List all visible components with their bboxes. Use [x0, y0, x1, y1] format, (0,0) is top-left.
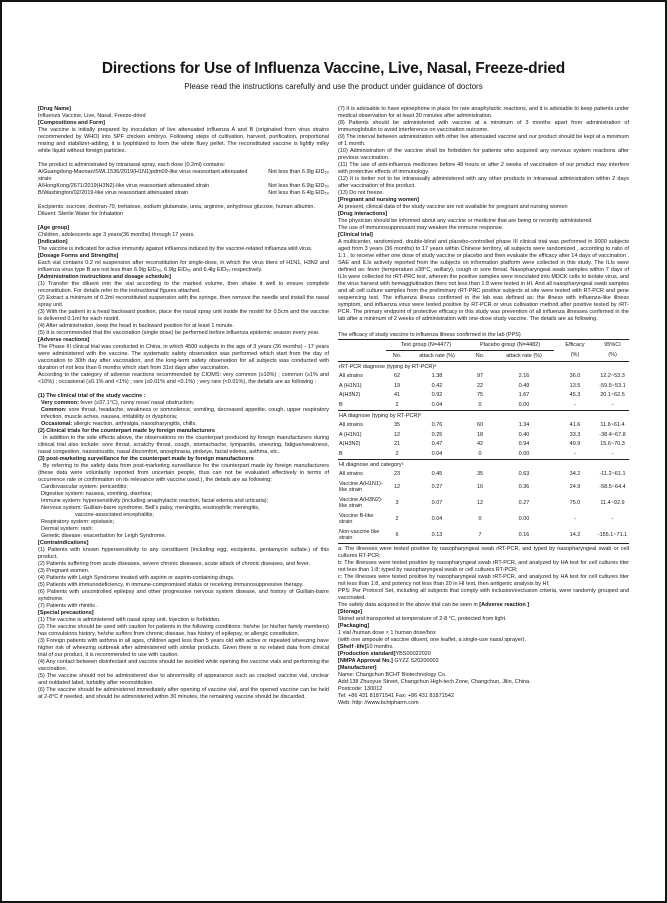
left-p-46: (1) Patients with known hypersensitivity to any constituent (including egg, excipients, gentamycin sulfate.) of this product. [38, 547, 329, 560]
cell: 18 [476, 431, 484, 438]
left-p-52: (7) Patients with rhinitis . [38, 603, 98, 609]
cell: 42 [476, 441, 484, 447]
row-label: Non-vaccine like strain [338, 527, 386, 544]
cell: 75.0 [569, 499, 581, 506]
left-p-1: Influenza Vaccine, Live, Nasal, Freeze-dried [38, 113, 146, 119]
efficacy-table [338, 339, 629, 544]
dose-row [38, 190, 329, 197]
cell: 19 [393, 382, 401, 389]
cell: 14.2 [554, 527, 596, 544]
left-p-56: (3) Foreign patients with asthma in all ages, children aged less than 5 years old with active or repeated wheezing have higher risk of wheezing outbreak after administered with similar products. Given there is no related data from clinical trial of our product, it is recommended to use with caution. [38, 638, 329, 658]
cell: 0.16 [494, 527, 554, 544]
right-p-11: The use of immunosuppressant may weaken the immune response. [338, 225, 504, 231]
sub-header: (%) [554, 351, 596, 362]
table-row [338, 470, 629, 480]
left-p-14: Children, adolescents age 3 years(36 months) through 17 years. [38, 232, 195, 238]
manufacturer-name: Name: Changchun BCHT Biotechnology Co. [338, 672, 447, 678]
right-end-p-0: The safety data acquired in the above trial can be seen in [Adverse reaction ] [338, 602, 530, 608]
cell: 0.94 [518, 441, 530, 447]
shelf-life-line: [Shelf -life]10 months. [338, 644, 394, 650]
bold-lead: Occasional: [41, 421, 73, 427]
heading-post-marketing: (3) post-marketing surveillance for the counterpart made by foreign manufacturers [38, 456, 254, 462]
cell: 12 [393, 483, 401, 490]
right-p-1: (8) Patients should be administered with vaccine at a minimum of 3 months apart from administration of immunoglobulin to avoid interference on vaccination outcome. [338, 120, 629, 133]
right-spacer-14 [338, 323, 629, 330]
table-row [338, 440, 629, 450]
row-label: All strains [339, 373, 363, 379]
cell: 0.00 [494, 449, 554, 459]
cell: 0.47 [431, 441, 443, 447]
group-header: Efficacy [554, 340, 596, 351]
strain-name: A/Guangdong-Maonan/SWL1536/2019(H1N1)pdm09-like virus reassortant attenuated strain [38, 169, 248, 182]
cell: 0.49 [518, 382, 530, 389]
cell: 21 [393, 441, 401, 447]
cell: - [596, 449, 629, 459]
row-label: A (H1N1) [339, 382, 362, 389]
left-p-50: (5) Patients with immunodeficiency, in immune-compromised status or receiving immunosuppressive therapy. [38, 582, 304, 588]
nmpa-approval-line: [NMPA Approval No.] GYZZ S20200002 [338, 658, 439, 664]
strain-titer: Not less than 6.9lg EID₅₀ [268, 169, 329, 175]
row-label: B [338, 449, 386, 459]
cell: 34.2 [569, 471, 581, 477]
row-label: All strains [339, 422, 363, 428]
row-label: All strains [339, 471, 363, 477]
cell: 13.5 [569, 382, 581, 389]
left-p-23: (4) After administration, keep the head in backward position for at least 1 minute. [38, 323, 234, 329]
left-p-32: Occasional: allergic reaction, arthralgia, nasopharyngitis, chills. [41, 421, 197, 427]
left-p-3: The vaccine is initially prepared by inoculation of live attenuated influenza A and B (originated from virus strains recommended by WHO) into SPF chicken embryo. Following steps of cultivation, harvest, purification, proportional mixing and stabilizer-adding, it is lyophilized to form the white fluey pellet. The reconstituted vaccine is lightly milky white liquid without foreign particles. [38, 127, 329, 154]
table-section-label: HA diagnose (typing by RT-PCR)ᵇ [339, 412, 422, 419]
cell: 36.0 [569, 373, 581, 379]
heading-special-precautions: [Special precautions] [38, 610, 94, 616]
manufacturer-postcode: Postcode: 130012 [338, 686, 383, 692]
table-footnote-0: a: The illnesses were tested positive by nasopharyngeal swab rRT-PCR, and typed by nasopharyngeal swab or cell cultures RT-PCR; [338, 546, 629, 559]
left-p-38: Digestive system: nausea, vomiting, diarrhea; [41, 491, 152, 497]
bold-lead: Very common: [41, 400, 79, 406]
right-p-10: The physician should be informed about any vaccine or medicine that are being or recently administered [338, 218, 592, 224]
cell: 2.16 [518, 373, 530, 379]
heading-clinical-trials-counterpart: (2) Clinical trials for the counterpart made by foreign manufacturers [38, 428, 215, 434]
two-column-body [2, 91, 665, 707]
sub-header [338, 351, 386, 362]
sub-header: (%) [596, 351, 629, 362]
left-spacer-9 [38, 197, 329, 204]
heading-clinical-trial-study-vaccine: (1) The clinical trial of the study vaccine : [38, 393, 146, 399]
cell: 24.9 [569, 483, 581, 490]
left-p-5: The product is administrated by intranasal spray, each dose (0.2ml) contains: [38, 162, 226, 168]
cell: - [611, 515, 614, 522]
table-row [338, 381, 629, 391]
right-p-0: (7) It is advisable to have epinephrine in place for rare anaphylactic reactions, and it is advisable to keep patients under medical observation for at least 30 minutes after administration. [338, 106, 629, 119]
heading-pregnant: [Pregnant and nursing women] [338, 197, 419, 203]
row-label: Vaccine A(H3N2)-like strain [339, 496, 383, 509]
left-spacer-4 [38, 155, 329, 162]
cell: 75 [476, 392, 484, 398]
table-footnote-2: c: The illnesses were tested positive by nasopharyngeal swab rRT-PCR, and analyzed by HA test for cell cultures titer not less than 1:8, and potency not less than 20 in HI test, then antigenic analysis by HI; [338, 574, 629, 587]
left-p-55: (2) The vaccine should be used with caution for patients in the following conditions: he/she (or his/her family members) has convulsions history, he/she suffers from chronic disease, has history of epilepsy, or allergic constitution. [38, 624, 329, 637]
left-p-40: Nervous system: Guillain-barre syndrome, Bell's palsy, meningitis, eosinophilic meningitis, [41, 505, 260, 511]
cell: -155.1~71.1 [596, 527, 629, 544]
production-standard-line: [Production standard]YBS00022020 [338, 651, 431, 657]
left-p-16: The vaccine is indicated for active immunity against influenza induced by the vaccine-related influenza wild virus. [38, 246, 313, 252]
left-p-27: According to the category of adverse reactions recommended by CIOMS: very common (≥10%) ; common (≥1% and <10%) ; occasional (≥0.1% and <1%) ; rare (≥0.01% and <0.1%) ; very rare (<0.01%), the details are as following : [38, 372, 329, 385]
group-header [338, 340, 386, 351]
left-p-30: Very common: fever (≥37.1°C), runny nose/ nasal obstruction; [41, 400, 195, 406]
cell: -59.5~53.1 [599, 382, 626, 389]
cell: - [554, 400, 596, 410]
heading-administration: [Administration instructions and dosage schedule] [38, 274, 171, 280]
right-p-8: At present, clinical data of the study vaccine are not available for pregnant and nursing women [338, 204, 568, 210]
table-section-label: rRT-PCR diagnose (typing by RT-PCR)ᵃ [339, 363, 437, 370]
table-row [338, 391, 629, 401]
cell: 0.04 [408, 449, 466, 459]
sub-header: attack rate (%) [408, 351, 466, 362]
bold-lead: [NMPA Approval No.] [338, 658, 393, 664]
heading-manufacturer: [Manufacturer] [338, 665, 377, 671]
table-row [338, 449, 629, 459]
left-p-20: (1) Transfer the diluent into the vial according to the marked volume, then shake it well to ensure complete reconstitution. For details refer to the instructional figures attached. [38, 281, 329, 294]
right-p-3: (10) Administration of the vaccine shall be forbidden for patients who acquired any nervous system reactions after previous vaccination. [338, 148, 629, 161]
table-caption: The efficacy of study vaccine to influenza illness confirmed in the lab (PPS) [338, 332, 521, 338]
manufacturer-tel-fax: Tel: +86 431 81871541 Fax: +86 431 81871542 [338, 693, 454, 699]
right-p-6: (13) Do not freeze. [338, 190, 384, 196]
heading-indication: [Indication] [38, 239, 68, 245]
table-row [338, 479, 629, 495]
heading-packaging: [Packaging] [338, 623, 370, 629]
table-sub-header-row [338, 351, 629, 362]
cell: 2 [386, 400, 408, 410]
cell: -58.5~64.4 [599, 483, 626, 490]
row-label: A(H3N2) [339, 441, 361, 447]
cell: 1.34 [518, 422, 530, 428]
left-p-54: (1) The vaccine is administered with nasal spray unit. Injection is forbidden. [38, 617, 221, 623]
cell: 0 [466, 400, 494, 410]
table-footnote-3: PPS: Per Protocol Set, including all subjects that comply with inclusion/exclusion criteria, were randomly grouped and vaccinated. [338, 588, 629, 601]
table-row [338, 421, 629, 431]
cell: -38.4~67.8 [599, 431, 626, 438]
cell: 7 [466, 527, 494, 544]
left-p-43: Dermal system: rash; [41, 526, 93, 532]
cell: 0.04 [431, 515, 443, 522]
bold-tail: [Adverse reaction ] [479, 602, 530, 608]
strain-titer: Not less than 6.4lg EID₅₀ [268, 190, 329, 196]
cell: 41.6 [569, 422, 581, 428]
cell: 11.4~92.9 [600, 499, 625, 506]
row-label: Vaccine A(H1N1)-like strain [339, 480, 383, 493]
manufacturer-address: Add:138 Zhuoyue Street, Changchun High-tech Zone, Changchun, Jilin, China. [338, 679, 531, 685]
left-p-57: (4) Any contact between disinfectant and vaccine should be avoided while opening the vaccine vials and performing the vaccination. [38, 659, 329, 672]
sub-header: No. [466, 351, 494, 362]
right-end-p-4: 1 vial /human dose × 1 human dose/box [338, 630, 436, 636]
strain-name: B/Washington/02/2019-like virus reassortant attenuated strain [38, 190, 189, 196]
cell: 1.38 [431, 373, 443, 379]
cell: 0.27 [431, 483, 443, 490]
left-p-26: The Phase III clinical trial was conducted in China, in which 4500 subjects in the age of 3 years (36 months) - 17 years were administered with the vaccine. The systematic safety observation was performed which start from the day of vaccination to 30th day after vaccination, and the long-term safety observation for all subjects was conducted with duration of not less than 6 months which start from 31st days after vaccination. [38, 344, 329, 371]
heading-storage: [Storage] [338, 609, 363, 615]
table-row [338, 511, 629, 527]
cell: 60 [476, 422, 484, 428]
right-p-5: (12) It is better not to be intranasally administered with any other products in intranasal administration within 2 days after vaccination of this product. [338, 176, 629, 189]
cell: 0.76 [431, 422, 443, 428]
cell: - [554, 449, 596, 459]
left-p-31: Common: sore throat, headache, weakness or somnolence, vomiting, decreased appetite, cough, upper respiratory infection, muscle aches, nausea, irritability or dysphoria; [41, 407, 329, 420]
left-p-59: (6) The vaccine should be administered immediately after opening of vaccine vial, and the opened vaccine can be held at 2-8°C if needed, and should be administered within 30 minutes, the remaining vaccine should be discarded. [38, 687, 329, 700]
cell: 45.3 [569, 392, 581, 398]
manufacturer-web: Web: http: //www.bchtpharm.com [338, 700, 419, 706]
left-spacer-12 [38, 218, 329, 225]
heading-drug-interactions: [Drug interactions] [338, 211, 388, 217]
cell: 35 [476, 471, 484, 477]
cell: 0.00 [518, 515, 530, 522]
cell: 0.07 [431, 499, 443, 506]
cell: 0.13 [408, 527, 466, 544]
left-p-22: (3) With the patient in a head backward position, place the nasal spray unit inside the nostril for 0.5cm and the vaccine is delivered 0.1ml for each nostril. [38, 309, 329, 322]
cell: 0 [478, 515, 482, 522]
heading-compositions: [Compositions and Form] [38, 120, 105, 126]
left-p-10: Excipients: sucrose, dextran-70, trehalose, sodium glutamate, urea, arginine, anhydrous glucose, human albumin. [38, 204, 315, 210]
bold-lead: [Shelf -life] [338, 644, 367, 650]
right-p-4: (11) The use of anti-influenza medicines before 48 hours or after 2 weeks of vaccination of our product may interfere with protective effects of immunology. [338, 162, 629, 175]
left-p-47: (2) Patients suffering from acute diseases, severe chronic diseases, acute attack of chronic diseases, and fever. [38, 561, 310, 567]
heading-dosage-forms: [Dosage Forms and Strengths] [38, 253, 119, 259]
cell: 0.36 [518, 483, 530, 490]
heading-contraindications: [Contraindications] [38, 540, 89, 546]
left-p-36: By referring to the safety data from post-marketing surveillance for the counterpart made by foreign manufacturers (these data were voluntarily reported from uncertain people, thus can not be evaluated effectively in terms of occurrence rate or confirmation on its relevance with vaccine used.), the details are as following: [38, 463, 329, 483]
heading-age-group: [Age group] [38, 225, 70, 231]
dose-row [38, 183, 329, 190]
heading-adverse-reactions: [Adverse reactions] [38, 337, 90, 343]
left-p-48: (3) Pregnant women. [38, 568, 90, 574]
cell: 23 [393, 471, 401, 477]
page-title: Directions for Use of Influenza Vaccine, Live, Nasal, Freeze-dried [101, 60, 566, 77]
left-p-51: (6) Patients with uncontrolled epilepsy and other progressive nervous system disease, and history of Guillain-barre syndrome. [38, 589, 329, 602]
strain-titer: Not less than 6.9lg EID₅₀ [268, 183, 329, 189]
left-p-44: Genetic disease: exacerbation for Leigh Syndrome. [41, 533, 167, 539]
right-p-13: A multicenter, randomized, double-blind and placebo-controlled phase III clinical trial was performed in 9000 subjects aged from 3 years (36 months) to 17 years within Chinese territory, all subjects were randomized , according to ratio of 1:1 , to receive either one dose of study vaccine or placebo and then evaluate the efficacy after 14 days of vaccination . SAE and ILIs actively reported from the subjects on information platform were collected in this study. The ILIs were defined as: fever (temperature ≥38°C, axillary), cough or sore throat. Nasopharyngeal swab samples within 7 days of ILIs were collected for rRT-PRC test, wherein the positive samples were inoculated into MDCK cells to isolate virus, and the virus harvest with hemagglutination titers not less than 1:8 were tested in HI. And all nasopharyngeal swab samples and all cell culture samples from the preliminary rRT-PRC positive subjects at site were tested with RT-PCR and gene sequencing test. The influenza illness confirmed in the lab was defined as: the illness with influenza-like illness symptom, and influenza virus were tested positive by RT-PCR or virus cultivation method after positive tested by rRT-PCR. The primary endpoint of protective efficacy in this study was prevention of all influenza illnesses confirmed in the lab after a minimum of 2 weeks of administration with one-dose study vaccine. The details are as following. [338, 239, 629, 322]
cell: 12.2~53.3 [600, 373, 625, 379]
cell: 0.00 [494, 400, 554, 410]
cell: 41 [393, 392, 401, 398]
table-section-row [338, 410, 629, 421]
group-header: Test group (N=4477) [386, 340, 466, 351]
cell: - [574, 515, 576, 522]
cell: 33.3 [569, 431, 581, 438]
left-column [38, 106, 329, 707]
sub-header: No. [386, 351, 408, 362]
cell: 16 [476, 483, 484, 490]
cell: 0 [466, 449, 494, 459]
right-p-2: (9) The interval between administration with other live attenuated vaccine and our product should be kept at a minimum of 1 month. [338, 134, 629, 147]
table-group-header-row [338, 340, 629, 351]
left-p-34: In addition to the side effects above, the observations on the counterpart produced by foreign manufacturers during clinical trial also include: sore throat, scratchy throat, cough, stomachache, tympanitis, sneezing, fatigue/weakness, nasal congestion, nasosinusitis, nasal discomfort, anosphrasia, pinkeye, facial edema, asthma, etc. [38, 435, 329, 455]
bold-lead: [Production standard] [338, 651, 396, 657]
table-section-label: HI diagnose and categoryᶜ [339, 461, 404, 468]
right-end-p-2: Stored and transported at temperature of 2-8 °C, protected from light. [338, 616, 507, 622]
cell: 0.63 [518, 471, 530, 477]
group-header: 95%CI [596, 340, 629, 351]
left-p-21: (2) Extract a minimum of 0.2ml reconstituted suspension with the syringe, then remove the needle and install the nasal spray unit. [38, 295, 329, 308]
cell: 15.6~70.3 [600, 441, 625, 447]
cell: 2 [386, 449, 408, 459]
left-p-37: Cardiovascular system: pericarditis; [41, 484, 128, 490]
cell: 0.45 [431, 471, 443, 477]
cell: 62 [393, 373, 401, 379]
cell: -11.2~61.1 [599, 471, 626, 477]
dose-row [38, 169, 329, 183]
table-row [338, 372, 629, 382]
left-spacer-28 [38, 386, 329, 393]
cell: 6 [386, 527, 408, 544]
cell: 0.40 [518, 431, 530, 438]
group-header: Placebo group (N=4482) [466, 340, 554, 351]
cell: 11.6~61.4 [600, 422, 625, 428]
bold-lead: Common: [41, 407, 67, 413]
cell: 97 [476, 373, 484, 379]
cell: 3 [395, 499, 399, 506]
cell: 1.67 [518, 392, 530, 398]
cell: 12 [393, 431, 401, 438]
cell: 20.1~62.5 [600, 392, 625, 398]
table-section-row [338, 459, 629, 470]
left-p-39: Immune system: hypersensitivity (including anaphylactic reaction, facial edema and urticaria); [41, 498, 269, 504]
cell: 0.04 [408, 400, 466, 410]
table-footnote-1: b: The illnesses were tested positive by nasopharyngeal swab rRT-PCR, and analyzed by HA test for cell cultures titer not less than 1:8; typed by nasopharyngeal swab or cell cultures RT-PCR; [338, 560, 629, 573]
table-row [338, 495, 629, 511]
cell: 0.92 [431, 392, 443, 398]
cell: - [596, 400, 629, 410]
table-row [338, 400, 629, 410]
row-label: B [338, 400, 386, 410]
cell: 22 [476, 382, 484, 389]
left-p-42: Respiratory system: epistaxis; [41, 519, 115, 525]
right-column [338, 106, 629, 707]
cell: 49.9 [569, 441, 581, 447]
row-label: A (H1N1) [339, 431, 362, 438]
sub-header: attack rate (%) [494, 351, 554, 362]
left-p-18: Each vial contains 0.2 ml suspension after reconstitution for single-dose, in which the virus titers of H1N1, H3N2 and influenza virus type B are not less than 6.9lg EID₅₀, 6.9lg EID₅₀ and 6.4lg EID₅₀ respectively. [38, 260, 329, 273]
heading-drug-name: [Drug Name] [38, 106, 72, 112]
cell: 0.42 [431, 382, 443, 389]
page-subtitle: Please read the instructions carefully and use the product under guidance of doctors [184, 82, 483, 91]
heading-clinical-trial: [Clinical trial] [338, 232, 373, 238]
cell: 2 [395, 515, 399, 522]
left-p-11: Diluent: Sterile Water for Inhalation [38, 211, 124, 217]
row-label: Vaccine B-like strain [339, 512, 374, 525]
left-p-24: (5) It is recommended that the vaccination (single dose) be performed before influenza epidemic season every year. [38, 330, 320, 336]
cell: 35 [393, 422, 401, 428]
document-header [2, 2, 665, 91]
left-p-58: (5) The vaccine should not be administered due to abnormality of appearance such as cracked vaccine vial, unclear and outdated label, turbidity after reconstitution. [38, 673, 329, 686]
table-row [338, 430, 629, 440]
cell: 12 [476, 499, 484, 506]
left-p-41: vaccine-associated encephalitis; [75, 512, 154, 518]
table-row [338, 527, 629, 544]
right-end-p-5: (with one ampoule of vaccine diluent, one leaflet, a single-use nasal sprayer). [338, 637, 527, 643]
cell: 0.27 [518, 499, 530, 506]
left-p-49: (4) Patients with Leigh Syndrome treated with aspirin or aspirin-containing drugs. [38, 575, 235, 581]
cell: 0.25 [431, 431, 443, 438]
strain-name: A/HongKong/2671/2019(H3N2)-like virus reassortant attenuated strain [38, 183, 210, 189]
row-label: A(H3N2) [339, 392, 361, 398]
table-section-row [338, 361, 629, 372]
